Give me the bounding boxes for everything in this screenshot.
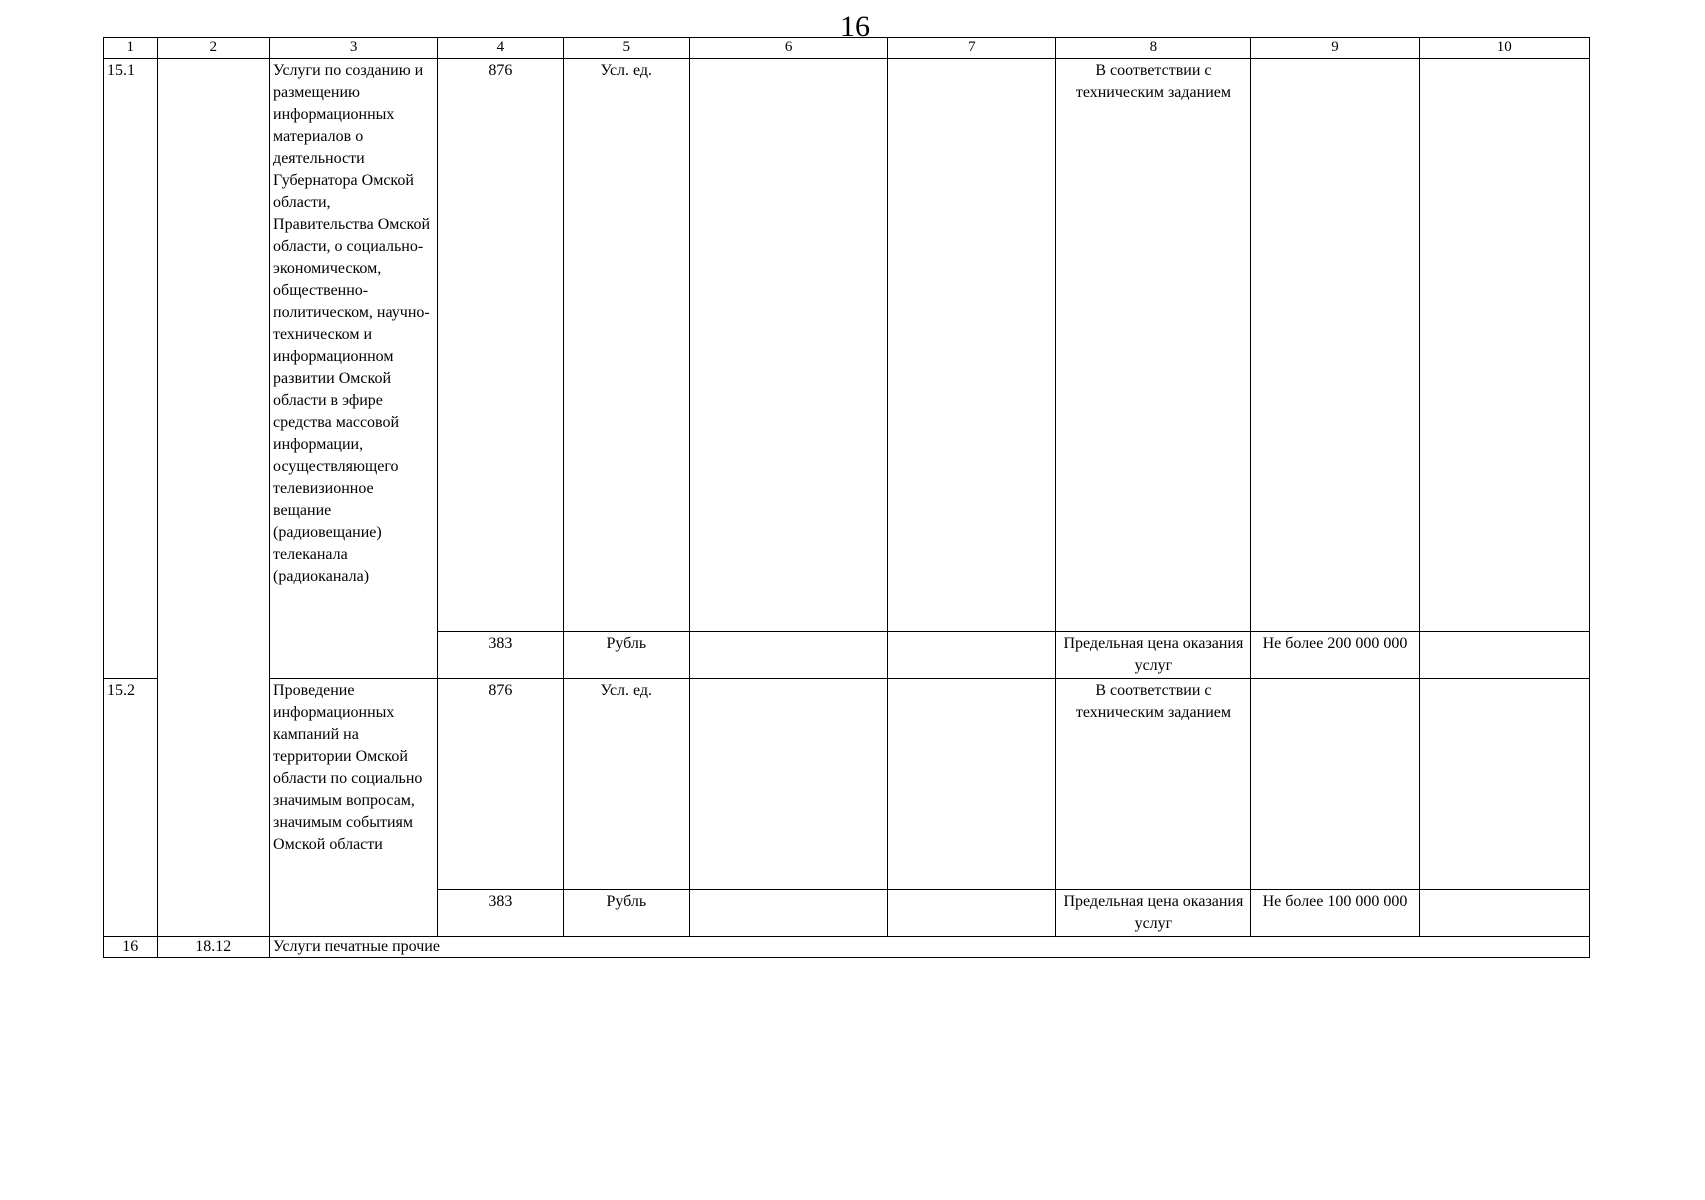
header-cell-2: 2 bbox=[157, 38, 269, 59]
header-cell-1: 1 bbox=[104, 38, 158, 59]
empty-cell bbox=[1419, 679, 1589, 890]
header-cell-7: 7 bbox=[888, 38, 1056, 59]
empty-cell bbox=[690, 632, 888, 679]
table-row bbox=[104, 59, 1590, 632]
value-cell: Не более 200 000 000 bbox=[1251, 632, 1419, 679]
item-description: Услуги печатные прочие bbox=[270, 937, 1590, 958]
item-description: Проведение информационных кампаний на территории Омской области по социально значимым вопросам, значимым событиям Омской области bbox=[270, 679, 438, 937]
table-row bbox=[104, 937, 1590, 958]
header-cell-6: 6 bbox=[690, 38, 888, 59]
empty-cell bbox=[1419, 632, 1589, 679]
unit-name: Рубль bbox=[563, 890, 689, 937]
row-number: 15.2 bbox=[104, 679, 158, 937]
item-description: Услуги по созданию и размещению информационных материалов о деятельности Губернатора Омской области, Правительства Омской области, о социально-экономическом, общественно-политическом, научно-техническом и информационном развитии Омской области в эфире средства массовой информации, осуществляющего телевизионное вещание (радиовещание) телеканала (радиоканала) bbox=[270, 59, 438, 679]
characteristic-cell: В соответствии с техническим заданием bbox=[1056, 679, 1251, 890]
okei-code: 383 bbox=[438, 890, 563, 937]
characteristic-cell: Предельная цена оказания услуг bbox=[1056, 632, 1251, 679]
empty-cell bbox=[888, 679, 1056, 890]
procurement-table bbox=[103, 37, 1590, 958]
okpd-code-cell bbox=[157, 59, 269, 937]
row-number: 16 bbox=[104, 937, 158, 958]
empty-cell bbox=[690, 59, 888, 632]
page-number: 16 bbox=[840, 10, 870, 43]
value-cell bbox=[1251, 59, 1419, 632]
okei-code: 876 bbox=[438, 59, 563, 632]
header-cell-10: 10 bbox=[1419, 38, 1589, 59]
okei-code: 876 bbox=[438, 679, 563, 890]
empty-cell bbox=[690, 679, 888, 890]
unit-name: Рубль bbox=[563, 632, 689, 679]
header-cell-9: 9 bbox=[1251, 38, 1419, 59]
unit-name: Усл. ед. bbox=[563, 59, 689, 632]
empty-cell bbox=[1419, 890, 1589, 937]
value-cell: Не более 100 000 000 bbox=[1251, 890, 1419, 937]
okpd-code: 18.12 bbox=[157, 937, 269, 958]
empty-cell bbox=[888, 59, 1056, 632]
characteristic-cell: Предельная цена оказания услуг bbox=[1056, 890, 1251, 937]
header-cell-5: 5 bbox=[563, 38, 689, 59]
row-number: 15.1 bbox=[104, 59, 158, 679]
header-cell-4: 4 bbox=[438, 38, 563, 59]
empty-cell bbox=[690, 890, 888, 937]
header-cell-3: 3 bbox=[270, 38, 438, 59]
characteristic-cell: В соответствии с техническим заданием bbox=[1056, 59, 1251, 632]
value-cell bbox=[1251, 679, 1419, 890]
empty-cell bbox=[888, 890, 1056, 937]
okei-code: 383 bbox=[438, 632, 563, 679]
empty-cell bbox=[1419, 59, 1589, 632]
header-cell-8: 8 bbox=[1056, 38, 1251, 59]
empty-cell bbox=[888, 632, 1056, 679]
table-row bbox=[104, 679, 1590, 890]
unit-name: Усл. ед. bbox=[563, 679, 689, 890]
header-row bbox=[104, 38, 1590, 59]
